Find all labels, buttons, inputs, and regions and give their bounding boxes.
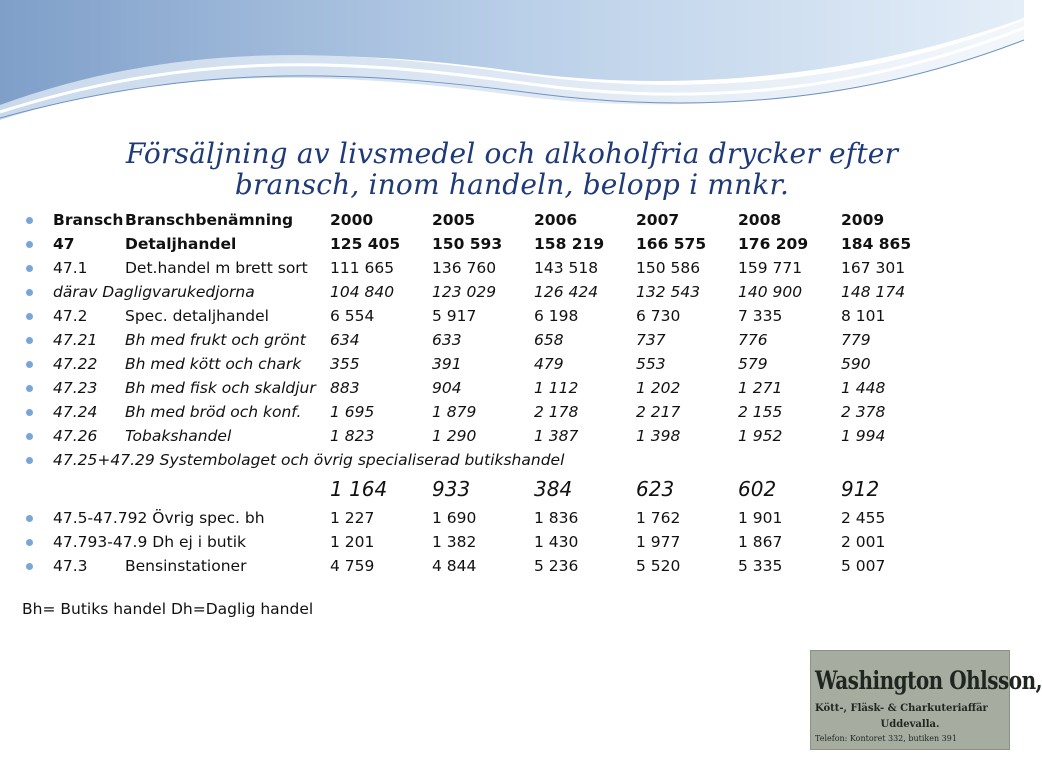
value-2007: 737	[636, 331, 666, 349]
row-code: därav Dagligvarukedjorna	[53, 283, 255, 301]
ad-shop-type: Kött-, Fläsk- & Charkuteriaffär	[815, 703, 988, 714]
value-2007: 623	[636, 477, 675, 501]
value-2005: 5 917	[432, 307, 477, 325]
row-name: Spec. detaljhandel	[125, 307, 269, 325]
table-row	[0, 424, 1024, 448]
value-2000: 1 823	[330, 427, 375, 445]
value-2005: 1 382	[432, 533, 477, 551]
vintage-advertisement-image	[810, 650, 1042, 750]
value-2008: 159 771	[738, 259, 803, 277]
value-2007: 150 586	[636, 259, 701, 277]
row-code: 47.26	[53, 427, 98, 445]
year-2000-header: 2000	[330, 211, 374, 229]
value-2007: 1 977	[636, 533, 681, 551]
bullet-icon	[26, 457, 33, 464]
table-row	[0, 506, 1024, 530]
value-2006: 1 387	[534, 427, 579, 445]
bullet-icon	[26, 289, 33, 296]
value-2000: 1 201	[330, 533, 375, 551]
value-2008: 5 335	[738, 557, 783, 575]
value-2006: 6 198	[534, 307, 579, 325]
value-2006: 1 112	[534, 379, 579, 397]
value-2008: 1 952	[738, 427, 783, 445]
row-code: Bransch	[53, 211, 124, 229]
table-row	[0, 256, 1024, 280]
row-code: 47.24	[53, 403, 98, 421]
slide-title	[0, 138, 1024, 200]
bullet-icon	[26, 313, 33, 320]
value-2007: 5 520	[636, 557, 681, 575]
slide-title-line-2: bransch, inom handeln, belopp i mnkr.	[234, 168, 790, 201]
value-2009: 2 378	[841, 403, 886, 421]
row-code: 47.25+47.29 Systembolaget och övrig specialiserad butikshandel	[53, 451, 565, 469]
table-row	[0, 376, 1024, 400]
value-2009: 5 007	[841, 557, 886, 575]
table-row	[0, 352, 1024, 376]
value-2006: 479	[534, 355, 564, 373]
row-code: 47.23	[53, 379, 98, 397]
row-code: 47.5-47.792 Övrig spec. bh	[53, 509, 265, 527]
row-name: Detaljhandel	[125, 235, 237, 253]
row-code: 47.2	[53, 307, 88, 325]
value-2005: 904	[432, 379, 462, 397]
value-2005: 633	[432, 331, 462, 349]
value-2009: 167 301	[841, 259, 906, 277]
value-2005: 150 593	[432, 235, 503, 253]
ad-shop-name: Washington Ohlsson,	[815, 665, 1042, 695]
year-2006-header: 2006	[534, 211, 578, 229]
slide-title-line-1: Försäljning av livsmedel och alkoholfria drycker efter	[125, 137, 899, 170]
bullet-icon	[26, 539, 33, 546]
value-2009: 1 448	[841, 379, 886, 397]
value-2009: 184 865	[841, 235, 912, 253]
sales-table	[0, 208, 1024, 578]
table-row	[0, 304, 1024, 328]
row-name: Branschbenämning	[125, 211, 294, 229]
value-2007: 1 202	[636, 379, 681, 397]
abbreviation-footnote: Bh= Butiks handel Dh=Daglig handel	[22, 600, 314, 618]
row-code: 47.1	[53, 259, 88, 277]
bullet-icon	[26, 361, 33, 368]
bullet-icon	[26, 385, 33, 392]
value-2006: 143 518	[534, 259, 599, 277]
value-2000: 883	[330, 379, 360, 397]
value-2000: 355	[330, 355, 360, 373]
value-2005: 1 690	[432, 509, 477, 527]
value-2008: 176 209	[738, 235, 809, 253]
value-2005: 136 760	[432, 259, 497, 277]
value-2000: 1 695	[330, 403, 375, 421]
table-row	[0, 530, 1024, 554]
value-2005: 4 844	[432, 557, 477, 575]
bullet-icon	[26, 433, 33, 440]
bullet-icon	[26, 515, 33, 522]
row-code: 47.22	[53, 355, 98, 373]
table-row	[0, 232, 1024, 256]
value-2005: 123 029	[432, 283, 497, 301]
ad-city: Uddevalla.	[880, 719, 940, 730]
value-2008: 1 867	[738, 533, 783, 551]
value-2000: 1 164	[330, 477, 388, 501]
value-2006: 126 424	[534, 283, 599, 301]
value-2007: 1 762	[636, 509, 681, 527]
value-2009: 2 455	[841, 509, 886, 527]
table-row	[0, 554, 1024, 578]
value-2009: 590	[841, 355, 871, 373]
value-2000: 6 554	[330, 307, 375, 325]
bullet-icon	[26, 409, 33, 416]
row-name: Bh med frukt och grönt	[125, 331, 306, 349]
value-2009: 148 174	[841, 283, 906, 301]
row-name: Det.handel m brett sort	[125, 259, 308, 277]
table-row	[0, 472, 1024, 506]
row-code: 47	[53, 235, 75, 253]
value-2008: 1 901	[738, 509, 783, 527]
value-2006: 384	[534, 477, 573, 501]
value-2006: 1 430	[534, 533, 579, 551]
value-2000: 111 665	[330, 259, 395, 277]
row-code: 47.21	[53, 331, 98, 349]
table-row	[0, 400, 1024, 424]
value-2007: 2 217	[636, 403, 681, 421]
bullet-icon	[26, 563, 33, 570]
value-2009: 2 001	[841, 533, 886, 551]
value-2006: 158 219	[534, 235, 605, 253]
value-2009: 1 994	[841, 427, 886, 445]
table-row	[0, 448, 1024, 472]
row-name: Bh med fisk och skaldjur	[125, 379, 316, 397]
value-2006: 1 836	[534, 509, 579, 527]
value-2007: 166 575	[636, 235, 707, 253]
value-2006: 5 236	[534, 557, 579, 575]
value-2008: 602	[738, 477, 777, 501]
value-2005: 933	[432, 477, 471, 501]
value-2000: 634	[330, 331, 360, 349]
table-header-row	[0, 208, 1024, 232]
value-2000: 1 227	[330, 509, 375, 527]
row-name: Bh med bröd och konf.	[125, 403, 302, 421]
value-2005: 391	[432, 355, 462, 373]
row-code: 47.793-47.9 Dh ej i butik	[53, 533, 246, 551]
value-2000: 4 759	[330, 557, 375, 575]
value-2008: 579	[738, 355, 768, 373]
value-2009: 779	[841, 331, 871, 349]
bullet-icon	[26, 337, 33, 344]
year-2008-header: 2008	[738, 211, 782, 229]
value-2008: 7 335	[738, 307, 783, 325]
bullet-icon	[26, 265, 33, 272]
table-row	[0, 280, 1024, 304]
row-name: Tobakshandel	[125, 427, 232, 445]
bullet-icon	[26, 241, 33, 248]
value-2005: 1 290	[432, 427, 477, 445]
value-2000: 104 840	[330, 283, 395, 301]
value-2008: 140 900	[738, 283, 803, 301]
value-2009: 8 101	[841, 307, 886, 325]
bullet-icon	[26, 217, 33, 224]
year-2009-header: 2009	[841, 211, 885, 229]
value-2007: 1 398	[636, 427, 681, 445]
value-2007: 553	[636, 355, 666, 373]
value-2008: 2 155	[738, 403, 783, 421]
row-name: Bh med kött och chark	[125, 355, 302, 373]
value-2006: 658	[534, 331, 564, 349]
table-row	[0, 328, 1024, 352]
value-2006: 2 178	[534, 403, 579, 421]
year-2005-header: 2005	[432, 211, 476, 229]
row-name: Bensinstationer	[125, 557, 247, 575]
ad-phone: Telefon: Kontoret 332, butiken 391	[815, 734, 957, 743]
year-2007-header: 2007	[636, 211, 680, 229]
value-2008: 776	[738, 331, 768, 349]
value-2007: 132 543	[636, 283, 701, 301]
value-2008: 1 271	[738, 379, 783, 397]
value-2009: 912	[841, 477, 880, 501]
row-code: 47.3	[53, 557, 88, 575]
value-2007: 6 730	[636, 307, 681, 325]
value-2000: 125 405	[330, 235, 401, 253]
header-wave-decoration	[0, 0, 1024, 130]
value-2005: 1 879	[432, 403, 477, 421]
